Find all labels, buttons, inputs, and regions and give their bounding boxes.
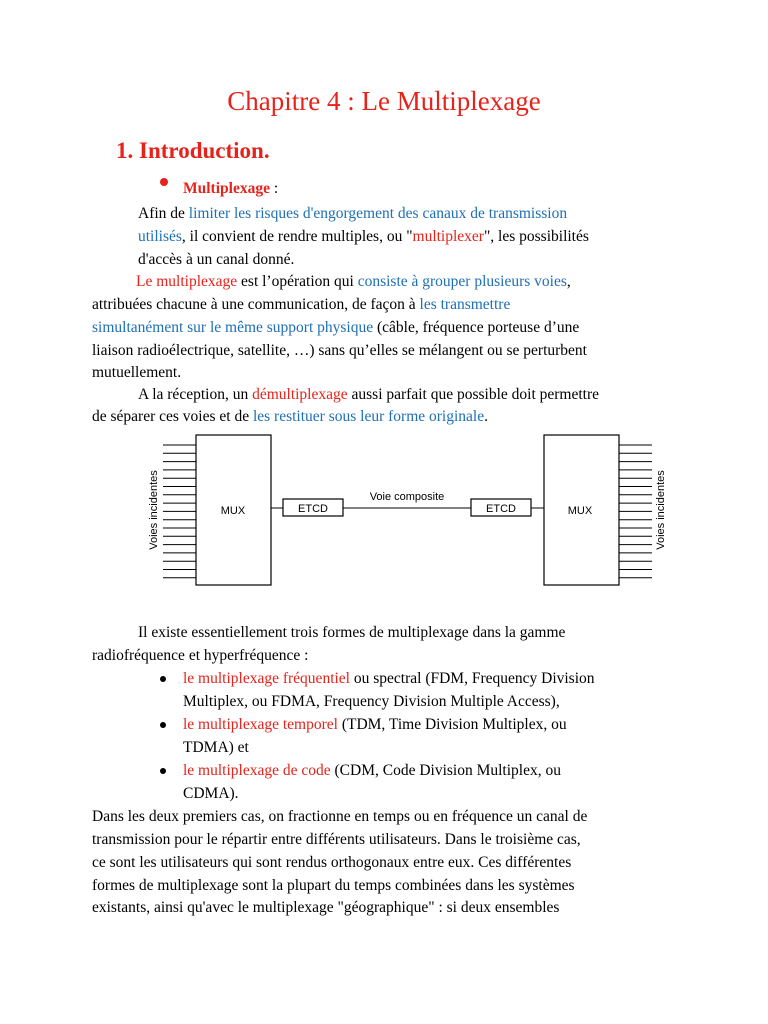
- p2-line-3: [92, 317, 579, 339]
- p5-line-3: ce sont les utilisateurs qui sont rendus orthogonaux entre eux. Ces différentes: [92, 854, 572, 871]
- bullet-icon: [160, 768, 166, 774]
- p3-line-2: [92, 406, 488, 428]
- text: (TDM, Time Division Multiplex, ou: [337, 716, 567, 733]
- term-line: [183, 178, 278, 200]
- mux-right-label: MUX: [567, 505, 593, 517]
- p5-line-1: Dans les deux premiers cas, on fractionne en temps ou en fréquence un canal de: [92, 808, 588, 825]
- p4-line-2: radiofréquence et hyperfréquence :: [92, 647, 309, 664]
- highlight-text: multiplexer: [412, 228, 484, 245]
- highlight-text: limiter les risques d'engorgement des canaux de transmission: [188, 205, 568, 222]
- etcd-left-label: ETCD: [298, 503, 328, 515]
- highlight-text: les transmettre: [419, 296, 511, 313]
- section-label: Introduction.: [139, 138, 270, 163]
- text: attribuées chacune à une communication, de façon à: [92, 296, 420, 313]
- p1-line-1: [138, 203, 567, 225]
- multiplex-diagram: [0, 430, 768, 590]
- highlight-text: démultiplexage: [252, 386, 348, 403]
- p4-line-1: Il existe essentiellement trois formes de multiplexage dans la gamme: [138, 624, 566, 641]
- highlight-text: Le multiplexage: [136, 273, 238, 290]
- page-title: Chapitre 4 : Le Multiplexage: [227, 86, 541, 116]
- mux-left-label: MUX: [220, 505, 246, 517]
- list-item-3-line-2: CDMA).: [183, 785, 239, 802]
- p1-line-2: [138, 226, 589, 248]
- text: aussi parfait que possible doit permettre: [347, 386, 600, 403]
- highlight-text: simultanément sur le même support physique: [92, 319, 374, 336]
- list-item-2-line-1: [183, 714, 567, 736]
- list-item-1-line-2: Multiplex, ou FDMA, Frequency Division Multiple Access),: [183, 693, 560, 710]
- text: de séparer ces voies et de: [92, 408, 253, 425]
- highlight-text: consiste à grouper plusieurs voies: [357, 273, 567, 290]
- bullet-icon: [160, 676, 166, 682]
- highlight-text: le multiplexage de code: [183, 762, 331, 779]
- term-colon: :: [269, 180, 279, 197]
- p2-line-1: [136, 271, 571, 293]
- text: ,: [566, 273, 571, 290]
- p5-line-2: transmission pour le répartir entre différents utilisateurs. Dans le troisième cas,: [92, 831, 581, 848]
- right-voies-label: Voies incidentes: [655, 470, 667, 550]
- p5-line-4: formes de multiplexage sont la plupart du temps combinées dans les systèmes: [92, 877, 575, 894]
- term-word: Multiplexage: [183, 180, 270, 197]
- p1-line-3: d'accès à un canal donné.: [138, 251, 295, 268]
- text: est l’opération qui: [237, 273, 358, 290]
- section-heading: [116, 138, 270, 164]
- text: Afin de: [138, 205, 189, 222]
- highlight-text: les restituer sous leur forme originale: [252, 408, 485, 425]
- list-item-3-line-1: [183, 760, 561, 782]
- p5-line-5: existants, ainsi qu'avec le multiplexage "géographique" : si deux ensembles: [92, 899, 560, 916]
- text: (câble, fréquence porteuse d’une: [373, 319, 580, 336]
- highlight-text: le multiplexage temporel: [183, 716, 338, 733]
- list-item-1-line-1: [183, 668, 595, 690]
- p3-line-1: [138, 384, 599, 406]
- etcd-right-label: ETCD: [486, 503, 516, 515]
- p2-line-5: mutuellement.: [92, 364, 182, 381]
- p2-line-2: [92, 294, 510, 316]
- text: A la réception, un: [138, 386, 253, 403]
- text: , il convient de rendre multiples, ou ": [181, 228, 413, 245]
- bullet-icon: [160, 178, 168, 186]
- bullet-icon: [160, 722, 166, 728]
- composite-label: Voie composite: [369, 491, 445, 503]
- highlight-text: le multiplexage fréquentiel: [183, 670, 350, 687]
- text: (CDM, Code Division Multiplex, ou: [330, 762, 561, 779]
- text: ", les possibilités: [483, 228, 589, 245]
- right-input-lines: [619, 445, 652, 578]
- text: .: [484, 408, 488, 425]
- section-number: 1.: [116, 138, 134, 163]
- left-voies-label: Voies incidentes: [148, 470, 160, 550]
- left-input-lines: [163, 445, 196, 578]
- p2-line-4: liaison radioélectrique, satellite, …) sans qu’elles se mélangent ou se perturbent: [92, 342, 587, 359]
- list-item-2-line-2: TDMA) et: [183, 739, 249, 756]
- highlight-text: utilisés: [138, 228, 182, 245]
- text: ou spectral (FDM, Frequency Division: [350, 670, 595, 687]
